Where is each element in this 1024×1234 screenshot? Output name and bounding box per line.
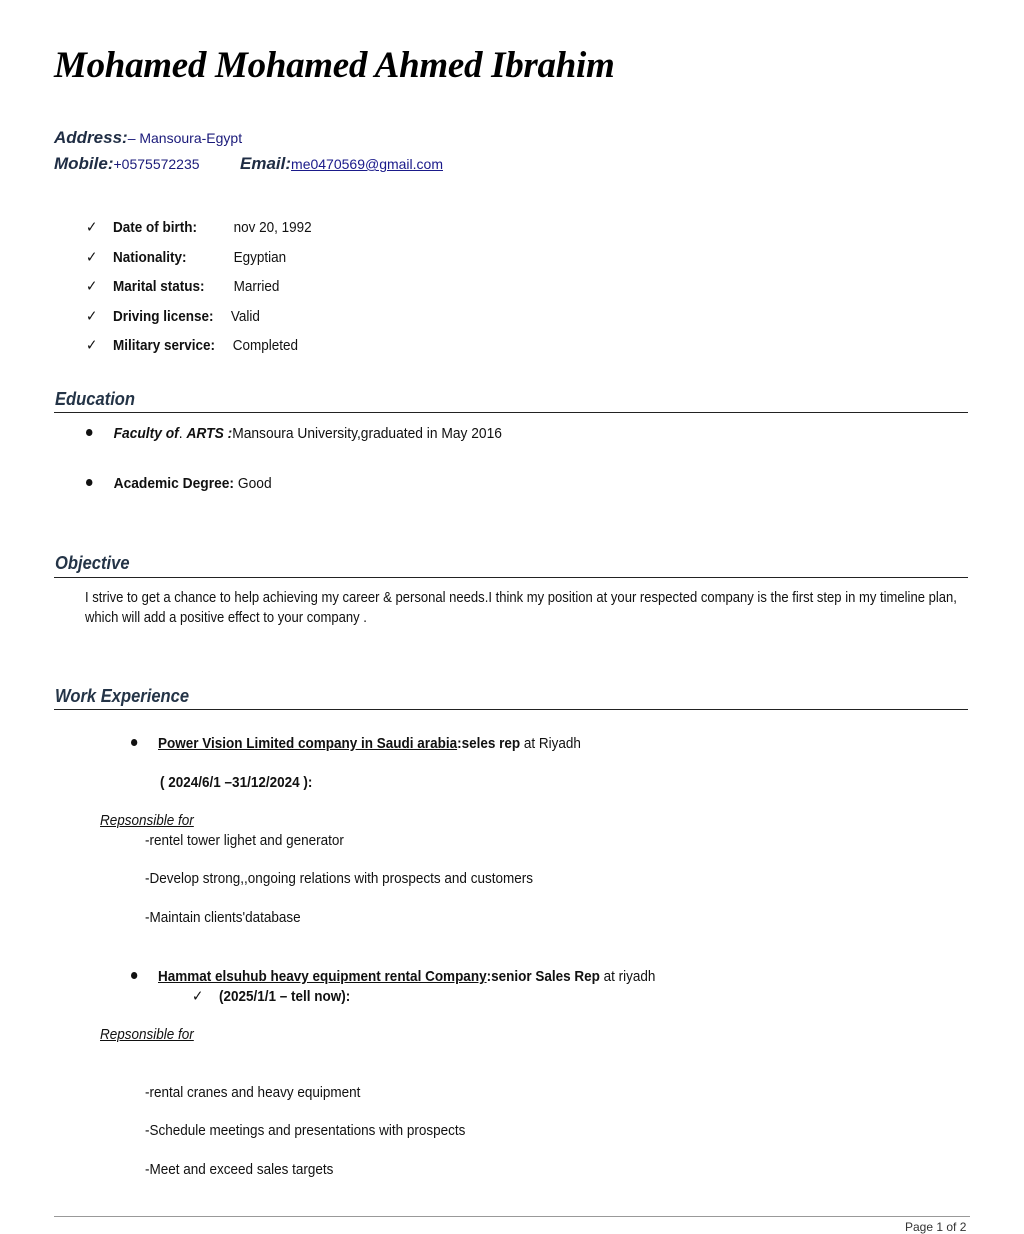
degree-value: Good: [234, 475, 272, 492]
check-icon: ✓: [86, 278, 98, 295]
check-icon: ✓: [192, 988, 204, 1005]
info-row-nationality: [86, 248, 286, 266]
mobile-label: Mobile:: [54, 154, 114, 173]
info-row-military: [86, 336, 298, 354]
info-label: Military service:: [113, 337, 216, 354]
job-1-period: ( 2024/6/1 –31/12/2024 ):: [160, 774, 313, 791]
candidate-name: Mohamed Mohamed Ahmed Ibrahim: [54, 45, 615, 86]
faculty-value: Mansoura University,graduated in May 2016: [232, 425, 502, 442]
duty-item: -rentel tower lighet and generator: [145, 832, 344, 849]
check-icon: ✓: [86, 219, 98, 236]
info-row-dob: [86, 218, 312, 236]
info-label: Marital status:: [113, 278, 205, 295]
footer-divider: [54, 1216, 970, 1217]
education-degree: [86, 475, 272, 492]
period-text: (2025/1/1 – tell now):: [219, 988, 351, 1005]
job-2-title: [131, 968, 655, 985]
faculty-sep: .: [178, 425, 187, 442]
check-icon: ✓: [86, 308, 98, 325]
info-value: Valid: [230, 308, 260, 325]
info-value: Married: [233, 278, 280, 295]
email-link[interactable]: me0470569@gmail.com: [291, 156, 443, 172]
job-1-title: [131, 735, 581, 752]
objective-heading: Objective: [55, 553, 130, 573]
section-divider: [54, 577, 968, 578]
address-line: [54, 128, 242, 148]
job-role: :senior Sales Rep: [486, 968, 600, 985]
check-icon: ✓: [86, 337, 98, 354]
email-line: [240, 154, 443, 174]
address-label: Address:: [54, 128, 128, 147]
responsible-label: Repsonsible for: [100, 1026, 194, 1043]
job-company: Hammat elsuhub heavy equipment rental Company: [158, 968, 487, 985]
info-value: Completed: [232, 337, 298, 354]
info-row-marital: [86, 277, 279, 295]
info-label: Driving license:: [113, 308, 214, 325]
job-2-period: [192, 987, 350, 1005]
bullet-icon: [131, 972, 137, 979]
info-row-driving: [86, 307, 260, 325]
info-label: Date of birth:: [113, 219, 197, 236]
bullet-icon: [131, 739, 137, 746]
page-number: Page 1 of 2: [905, 1220, 967, 1234]
check-icon: ✓: [86, 249, 98, 266]
job-location: at Riyadh: [520, 735, 581, 752]
section-divider: [54, 709, 968, 710]
duty-item: -rental cranes and heavy equipment: [145, 1084, 361, 1101]
degree-label: Academic Degree:: [113, 475, 235, 492]
objective-text: I strive to get a chance to help achieving my career & personal needs.I think my position at your respected company is the first step in my timeline plan, which will add a positive effect to your company .: [85, 590, 957, 626]
bullet-icon: [86, 479, 92, 486]
email-label: Email:: [240, 154, 292, 173]
education-faculty: [86, 425, 502, 442]
faculty-label: Faculty of: [113, 425, 179, 442]
mobile-value: +0575572235: [113, 156, 200, 172]
duty-item: -Maintain clients'database: [145, 909, 301, 926]
duty-item: -Schedule meetings and presentations with prospects: [145, 1122, 466, 1139]
job-location: at riyadh: [599, 968, 656, 985]
info-value: nov 20, 1992: [233, 219, 312, 236]
section-divider: [54, 412, 968, 413]
job-company: Power Vision Limited company in Saudi arabia: [158, 735, 458, 752]
duty-item: -Meet and exceed sales targets: [145, 1161, 334, 1178]
bullet-icon: [86, 429, 92, 436]
education-heading: Education: [55, 389, 136, 409]
info-label: Nationality:: [113, 249, 187, 266]
mobile-line: [54, 154, 200, 174]
job-role: :seles rep: [457, 735, 521, 752]
info-value: Egyptian: [233, 249, 287, 266]
faculty-name: ARTS :: [186, 425, 233, 442]
responsible-label: Repsonsible for: [100, 812, 194, 829]
work-heading: Work Experience: [55, 686, 190, 706]
address-value: – Mansoura-Egypt: [127, 130, 243, 146]
duty-item: -Develop strong,,ongoing relations with prospects and customers: [145, 870, 533, 887]
